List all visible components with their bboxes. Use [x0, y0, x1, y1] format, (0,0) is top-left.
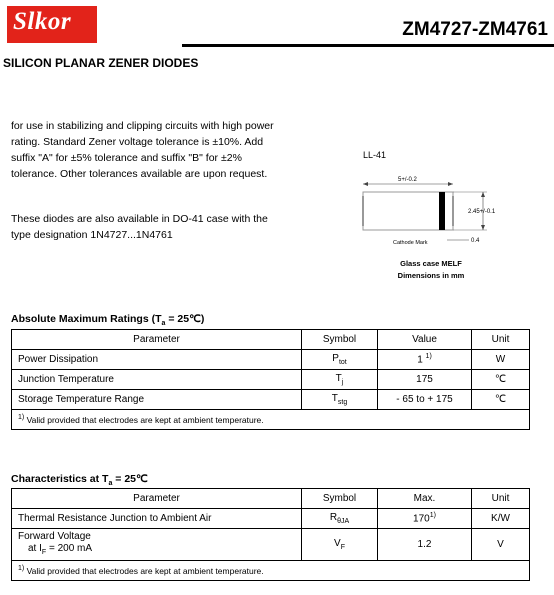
band-dimension-label: 0.4 [471, 238, 480, 244]
value-cell: 170$^{1)}$ [378, 509, 472, 529]
package-outline-drawing [355, 170, 515, 250]
diameter-dimension-label: 2.45+/-0.1 [468, 209, 496, 215]
header-value: Value [378, 330, 472, 350]
section-title: SILICON PLANAR ZENER DIODES [3, 56, 199, 70]
brand-logo-text: Slkor [13, 8, 72, 35]
symbol-cell: $P_{tot}$ [302, 350, 378, 370]
diameter-arrow-top [481, 192, 485, 197]
unit-cell: W [472, 350, 530, 370]
length-arrow-left [363, 182, 368, 186]
characteristics-title-sub: a [108, 480, 113, 488]
characteristics-title [11, 473, 148, 487]
table-note-row [12, 410, 530, 430]
header-unit: Unit [472, 489, 530, 509]
param-cell: Storage Temperature Range [12, 390, 302, 410]
characteristics-title-end: = 25℃ [112, 473, 148, 485]
header-parameter: Parameter [12, 330, 302, 350]
unit-cell: V [472, 529, 530, 561]
header-unit: Unit [472, 330, 530, 350]
table-row [12, 370, 530, 390]
package-caption-line-2: Dimensions in mm [397, 271, 465, 280]
symbol-cell: $T_j$ [302, 370, 378, 390]
value-cell: - 65 to + 175 [378, 390, 472, 410]
header-symbol: Symbol [302, 330, 378, 350]
diameter-arrow-bottom [481, 225, 485, 230]
package-caption [385, 258, 477, 282]
brand-logo [7, 6, 97, 43]
length-dimension-label: 5+/-0.2 [398, 177, 417, 183]
header-parameter: Parameter [12, 489, 302, 509]
value-cell: 175 [378, 370, 472, 390]
package-caption-line-1: Glass case MELF [400, 259, 462, 268]
table-header-row [12, 330, 530, 350]
table-footnote: $^{1)}$ Valid provided that electrodes are kept at ambient temperature. [12, 410, 530, 430]
unit-cell: ℃ [472, 370, 530, 390]
cathode-mark-label: Cathode Mark [393, 240, 428, 246]
characteristics-title-main: Characteristics at T [11, 473, 109, 485]
table-note-row [12, 561, 530, 581]
package-name: LL-41 [363, 150, 387, 160]
abs-max-title-main: Absolute Maximum Ratings (T [11, 313, 162, 325]
param-cell: Thermal Resistance Junction to Ambient Air [12, 509, 302, 529]
description-paragraph-1: for use in stabilizing and clipping circuits with high power rating. Standard Zener voltage tolerance is ±10%. Add suffix "A" for ±5% tolerance and suffix "B" for ±2% tolerance. Other tolerances available are upon request. [11, 120, 274, 180]
unit-cell: K/W [472, 509, 530, 529]
table-footnote: $^{1)}$ Valid provided that electrodes are kept at ambient temperature. [12, 561, 530, 581]
param-cell: Forward Voltage at $I_F = 200$ mA [12, 529, 302, 561]
abs-max-title-sub: a [161, 320, 166, 328]
table-row [12, 390, 530, 410]
table-row [12, 350, 530, 370]
description-paragraph-2: These diodes are also available in DO-41 case with the type designation 1N4727...1N4761 [11, 213, 268, 241]
symbol-cell: $V_F$ [302, 529, 378, 561]
param-cell: Power Dissipation [12, 350, 302, 370]
abs-max-title [11, 313, 204, 327]
table-row [12, 509, 530, 529]
table-row [12, 529, 530, 561]
value-cell: 1 $^{1)}$ [378, 350, 472, 370]
length-arrow-right [448, 182, 453, 186]
part-number-title: ZM4727-ZM4761 [402, 19, 548, 40]
header-max: Max. [378, 489, 472, 509]
symbol-cell: $T_{stg}$ [302, 390, 378, 410]
characteristics-table [11, 488, 530, 581]
symbol-cell: $R_{\theta JA}$ [302, 509, 378, 529]
abs-max-table [11, 329, 530, 430]
param-cell: Junction Temperature [12, 370, 302, 390]
cathode-band [439, 192, 445, 230]
abs-max-title-end: = 25℃) [165, 313, 205, 325]
value-cell: 1.2 [378, 529, 472, 561]
header-divider [182, 44, 554, 47]
table-header-row [12, 489, 530, 509]
unit-cell: ℃ [472, 390, 530, 410]
header-symbol: Symbol [302, 489, 378, 509]
